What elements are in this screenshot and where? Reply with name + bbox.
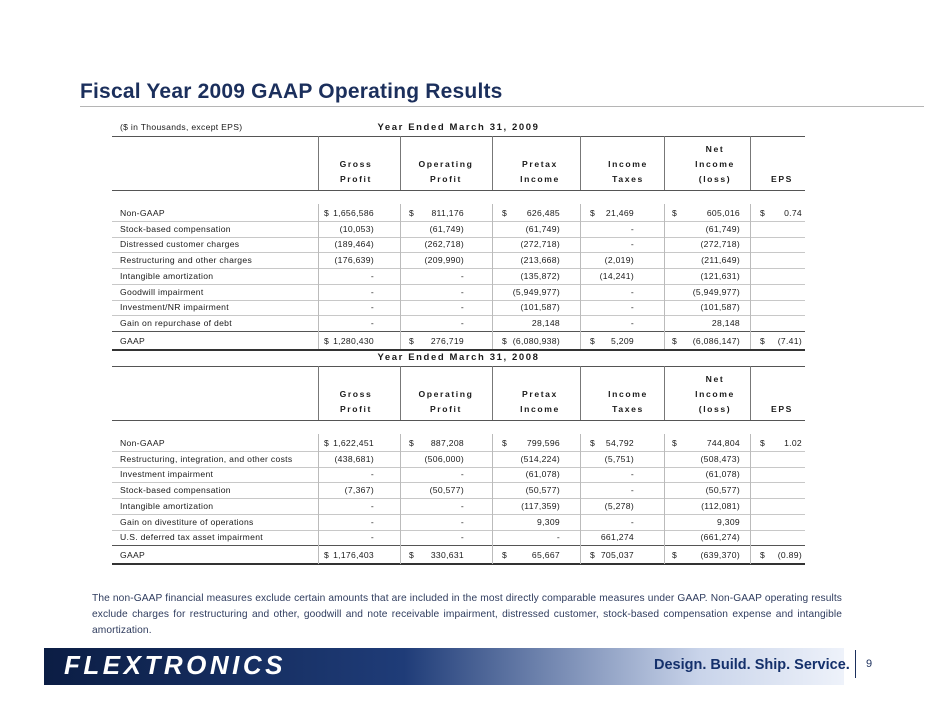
cell-net: (61,078)	[705, 469, 740, 480]
cell-operating: (50,577)	[429, 485, 464, 496]
cell-net: (508,473)	[700, 453, 740, 464]
table-row	[112, 255, 805, 270]
column-header-net: Net	[705, 144, 725, 154]
cell-taxes: (5,278)	[604, 500, 634, 511]
cell-operating: (61,749)	[429, 223, 464, 234]
row-label: Restructuring, integration, and other costs	[120, 453, 293, 464]
row-label: GAAP	[120, 335, 146, 346]
currency-symbol: $	[672, 438, 678, 448]
cell-gross: -	[370, 500, 374, 511]
column-header-taxes: Taxes	[612, 404, 644, 414]
table-row	[112, 336, 805, 351]
currency-symbol: $	[760, 549, 766, 560]
column-header-operating: Profit	[429, 174, 463, 184]
column-header-net: (loss)	[698, 404, 732, 414]
row-label: Intangible amortization	[120, 270, 214, 281]
column-header-pretax: Pretax	[522, 159, 558, 169]
cell-pretax: (101,587)	[520, 302, 560, 313]
table-row	[112, 501, 805, 516]
page-title: Fiscal Year 2009 GAAP Operating Results	[80, 80, 503, 103]
cell-net: (50,577)	[705, 485, 740, 496]
column-header-net: Income	[695, 389, 735, 399]
cell-pretax: (213,668)	[520, 255, 560, 266]
cell-net: (639,370)	[700, 549, 740, 560]
row-label: Distressed customer charges	[120, 239, 240, 250]
column-divider	[750, 204, 751, 349]
table-row	[112, 517, 805, 532]
column-header-net: Income	[695, 159, 735, 169]
currency-symbol: $	[672, 549, 678, 560]
cell-taxes: -	[630, 239, 634, 250]
cell-eps: (7.41)	[777, 335, 802, 346]
cell-operating: -	[460, 302, 464, 313]
column-divider	[580, 434, 581, 564]
cell-pretax: 65,667	[531, 549, 560, 560]
currency-symbol: $	[672, 208, 678, 218]
column-header-eps: EPS	[771, 404, 793, 414]
column-header-pretax: Income	[520, 404, 560, 414]
cell-gross: 1,280,430	[333, 335, 374, 346]
table-row	[112, 469, 805, 484]
currency-symbol: $	[672, 335, 678, 346]
cell-taxes: 705,037	[600, 549, 634, 560]
row-rule	[112, 498, 805, 499]
cell-gross: (438,681)	[334, 453, 374, 464]
row-label: Intangible amortization	[120, 500, 214, 511]
table-row	[112, 287, 805, 302]
column-divider	[492, 204, 493, 349]
cell-pretax: (272,718)	[520, 239, 560, 250]
cell-operating: -	[460, 270, 464, 281]
cell-taxes: 54,792	[605, 438, 634, 448]
header-column-divider	[492, 136, 493, 190]
row-rule	[112, 252, 805, 253]
cell-net: (101,587)	[700, 302, 740, 313]
cell-gross: 1,656,586	[333, 208, 374, 218]
cell-taxes: -	[630, 317, 634, 328]
row-rule	[112, 284, 805, 285]
currency-symbol: $	[502, 335, 508, 346]
column-header-gross: Profit	[339, 174, 373, 184]
cell-net: (6,086,147)	[692, 335, 740, 346]
cell-operating: -	[460, 500, 464, 511]
cell-gross: (189,464)	[334, 239, 374, 250]
cell-net: (5,949,977)	[692, 286, 740, 297]
column-header-taxes: Income	[608, 389, 648, 399]
column-divider	[580, 204, 581, 349]
cell-taxes: -	[630, 223, 634, 234]
cell-operating: 276,719	[430, 335, 464, 346]
flextronics-logo: FLEXTRONICS	[64, 650, 286, 680]
row-label: Non-GAAP	[120, 438, 165, 448]
row-label: Gain on repurchase of debt	[120, 317, 232, 328]
row-rule	[112, 237, 805, 238]
cell-gross: -	[370, 516, 374, 527]
cell-pretax: (135,872)	[520, 270, 560, 281]
cell-taxes: (14,241)	[599, 270, 634, 281]
cell-gross: 1,622,451	[333, 438, 374, 448]
currency-symbol: $	[409, 549, 415, 560]
table-row	[112, 224, 805, 239]
column-header-taxes: Taxes	[612, 174, 644, 184]
currency-symbol: $	[590, 549, 596, 560]
column-header-operating: Operating	[418, 159, 474, 169]
column-divider	[400, 204, 401, 349]
cell-net: (272,718)	[700, 239, 740, 250]
row-label: Goodwill impairment	[120, 286, 204, 297]
table-row	[112, 271, 805, 286]
row-rule	[112, 315, 805, 316]
cell-pretax: (61,749)	[525, 223, 560, 234]
header-bottom-rule	[112, 420, 805, 421]
cell-gross: -	[370, 317, 374, 328]
cell-net: (61,749)	[705, 223, 740, 234]
row-rule	[112, 221, 805, 222]
currency-symbol: $	[590, 335, 596, 346]
column-divider	[750, 434, 751, 564]
cell-operating: -	[460, 286, 464, 297]
total-rule	[112, 545, 805, 546]
cell-operating: -	[460, 469, 464, 480]
cell-gross: 1,176,403	[333, 549, 374, 560]
footnote: The non-GAAP financial measures exclude certain amounts that are included in the most directly comparable measures under GAAP. Non-GAAP operating results exclude charges for restructuring and other, goodwill and note receivable impairment, distressed customer, stock-based compensation expense and intangible amortization.	[92, 593, 842, 636]
cell-operating: (506,000)	[424, 453, 464, 464]
cell-pretax: (514,224)	[520, 453, 560, 464]
cell-taxes: -	[630, 485, 634, 496]
cell-pretax: (50,577)	[525, 485, 560, 496]
cell-net: (112,081)	[701, 500, 740, 511]
table-row	[112, 438, 805, 453]
currency-symbol: $	[409, 208, 415, 218]
period-heading-2008: Year Ended March 31, 2008	[377, 352, 540, 363]
cell-gross: -	[370, 286, 374, 297]
column-header-operating: Profit	[429, 404, 463, 414]
row-label: Restructuring and other charges	[120, 255, 253, 266]
cell-net: 744,804	[706, 438, 740, 448]
cell-net: (211,649)	[701, 255, 740, 266]
table-row	[112, 550, 805, 565]
currency-symbol: $	[590, 208, 596, 218]
cell-net: 605,016	[706, 208, 740, 218]
column-header-net: (loss)	[698, 174, 732, 184]
cell-operating: -	[460, 532, 464, 543]
header-rule	[112, 366, 805, 367]
grand-total-rule	[112, 563, 805, 565]
row-label: Stock-based compensation	[120, 485, 231, 496]
currency-symbol: $	[760, 438, 766, 448]
cell-pretax: 626,485	[526, 208, 560, 218]
cell-pretax: -	[556, 532, 560, 543]
table-row	[112, 485, 805, 500]
cell-eps: 1.02	[784, 438, 802, 448]
table-row	[112, 239, 805, 254]
table-row	[112, 532, 805, 547]
row-label: Stock-based compensation	[120, 223, 231, 234]
cell-gross: (176,639)	[334, 255, 374, 266]
currency-symbol: $	[760, 335, 766, 346]
total-rule	[112, 331, 805, 332]
row-label: Investment impairment	[120, 469, 214, 480]
column-header-net: Net	[705, 374, 725, 384]
row-label: Gain on divestiture of operations	[120, 516, 254, 527]
row-rule	[112, 530, 805, 531]
cell-pretax: (5,949,977)	[512, 286, 560, 297]
row-rule	[112, 514, 805, 515]
cell-gross: -	[370, 302, 374, 313]
row-rule	[112, 451, 805, 452]
cell-pretax: (117,359)	[521, 500, 560, 511]
row-rule	[112, 467, 805, 468]
cell-gross: (10,053)	[339, 223, 374, 234]
currency-symbol: $	[324, 335, 330, 346]
units-note: ($ in Thousands, except EPS)	[120, 122, 243, 132]
row-label: Non-GAAP	[120, 208, 165, 218]
cell-gross: -	[370, 532, 374, 543]
column-header-operating: Operating	[418, 389, 474, 399]
column-header-pretax: Pretax	[522, 389, 558, 399]
currency-symbol: $	[502, 549, 508, 560]
column-header-taxes: Income	[608, 159, 648, 169]
cell-operating: 330,631	[430, 549, 464, 560]
table-row	[112, 208, 805, 223]
title-divider	[80, 106, 924, 107]
cell-taxes: -	[630, 516, 634, 527]
table-row	[112, 318, 805, 333]
page-number: 9	[866, 658, 873, 670]
cell-taxes: 661,274	[600, 532, 634, 543]
page-number-divider	[855, 650, 856, 678]
column-divider	[664, 204, 665, 349]
grand-total-rule	[112, 349, 805, 351]
cell-taxes: 5,209	[610, 335, 634, 346]
column-header-gross: Profit	[339, 404, 373, 414]
currency-symbol: $	[324, 438, 330, 448]
column-divider	[318, 204, 319, 349]
currency-symbol: $	[502, 438, 508, 448]
cell-gross: -	[370, 270, 374, 281]
period-heading-2009: Year Ended March 31, 2009	[377, 122, 540, 133]
cell-net: (661,274)	[700, 532, 740, 543]
cell-taxes: -	[630, 302, 634, 313]
cell-net: 9,309	[716, 516, 740, 527]
cell-pretax: 9,309	[536, 516, 560, 527]
cell-eps: 0.74	[784, 208, 802, 218]
column-header-eps: EPS	[771, 174, 793, 184]
currency-symbol: $	[324, 549, 330, 560]
cell-net: 28,148	[711, 317, 740, 328]
column-divider	[664, 434, 665, 564]
cell-taxes: 21,469	[605, 208, 634, 218]
currency-symbol: $	[409, 438, 415, 448]
header-rule	[112, 136, 805, 137]
row-rule	[112, 482, 805, 483]
column-header-pretax: Income	[520, 174, 560, 184]
currency-symbol: $	[409, 335, 415, 346]
cell-operating: (262,718)	[424, 239, 464, 250]
column-header-gross: Gross	[339, 159, 373, 169]
table-row	[112, 302, 805, 317]
column-divider	[400, 434, 401, 564]
cell-pretax: 28,148	[531, 317, 560, 328]
cell-gross: -	[370, 469, 374, 480]
currency-symbol: $	[502, 208, 508, 218]
cell-taxes: (2,019)	[604, 255, 634, 266]
header-bottom-rule	[112, 190, 805, 191]
cell-pretax: 799,596	[526, 438, 560, 448]
cell-taxes: -	[630, 469, 634, 480]
header-column-divider	[492, 366, 493, 420]
cell-net: (121,631)	[700, 270, 740, 281]
row-label: Investment/NR impairment	[120, 302, 229, 313]
cell-operating: (209,990)	[424, 255, 464, 266]
row-rule	[112, 268, 805, 269]
cell-operating: 811,176	[431, 208, 464, 218]
cell-taxes: -	[630, 286, 634, 297]
cell-operating: -	[460, 317, 464, 328]
cell-pretax: (61,078)	[525, 469, 560, 480]
table-row	[112, 454, 805, 469]
currency-symbol: $	[760, 208, 766, 218]
currency-symbol: $	[324, 208, 330, 218]
cell-eps: (0.89)	[777, 549, 802, 560]
currency-symbol: $	[590, 438, 596, 448]
cell-taxes: (5,751)	[604, 453, 634, 464]
row-label: GAAP	[120, 549, 146, 560]
column-divider	[318, 434, 319, 564]
cell-gross: (7,367)	[344, 485, 374, 496]
cell-operating: -	[460, 516, 464, 527]
column-divider	[492, 434, 493, 564]
column-header-gross: Gross	[339, 389, 373, 399]
tagline: Design. Build. Ship. Service.	[654, 657, 850, 673]
row-label: U.S. deferred tax asset impairment	[120, 532, 263, 543]
row-rule	[112, 300, 805, 301]
cell-pretax: (6,080,938)	[512, 335, 560, 346]
cell-operating: 887,208	[430, 438, 464, 448]
